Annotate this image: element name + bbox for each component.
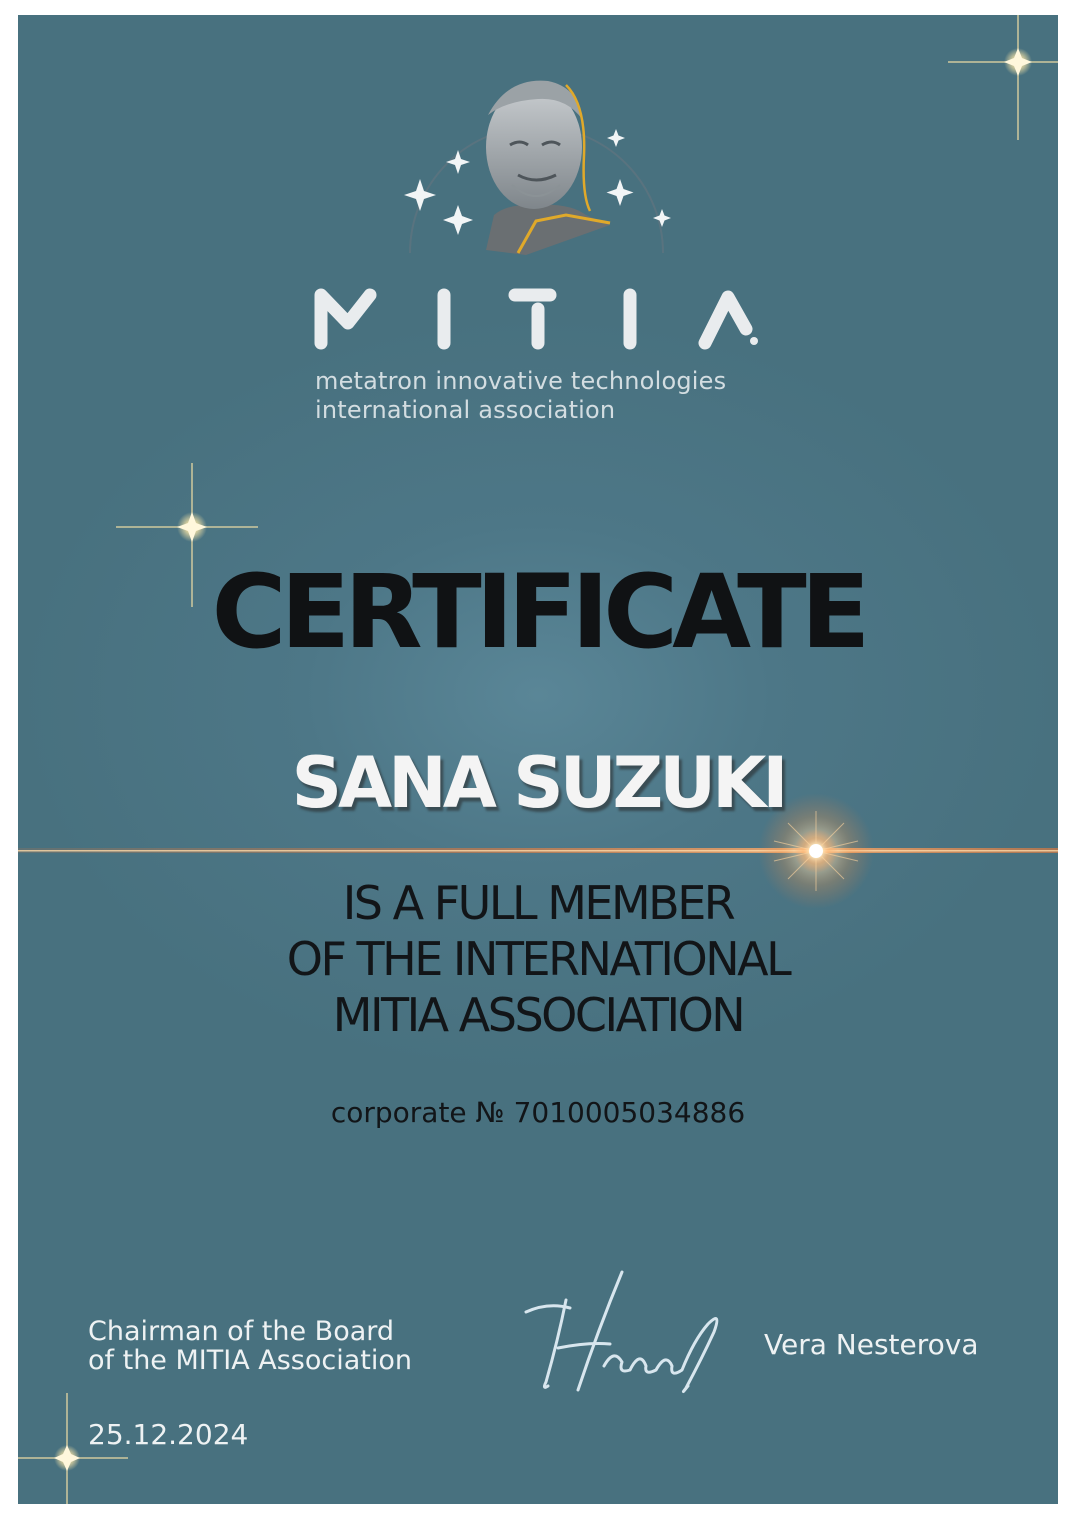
tagline-line-1: metatron innovative technologies: [315, 367, 727, 395]
four-point-star-icon: [948, 15, 1058, 140]
mitia-wordmark-logo: [18, 283, 1058, 373]
position-line-2: of the MITIA Association: [88, 1345, 412, 1376]
certificate-card: [18, 15, 1058, 1504]
position-line-1: Chairman of the Board: [88, 1316, 395, 1347]
association-tagline: [315, 367, 726, 425]
statement-line-1: IS A FULL MEMBER: [342, 876, 734, 930]
handwritten-signature: [518, 1270, 728, 1400]
certificate-title: CERTIFICATE: [211, 553, 865, 672]
corporate-number: corporate № 7010005034886: [330, 1096, 746, 1129]
member-name: SANA SUZUKI: [291, 742, 785, 824]
issue-date: 25.12.2024: [88, 1418, 249, 1451]
signer-name: Vera Nesterova: [764, 1328, 979, 1361]
membership-statement: [18, 875, 1058, 1043]
founder-portrait-icon: [410, 81, 663, 255]
statement-line-2: OF THE INTERNATIONAL: [286, 932, 790, 986]
tagline-line-2: international association: [315, 396, 616, 424]
signer-position: [88, 1317, 412, 1375]
statement-line-3: MITIA ASSOCIATION: [332, 988, 744, 1042]
